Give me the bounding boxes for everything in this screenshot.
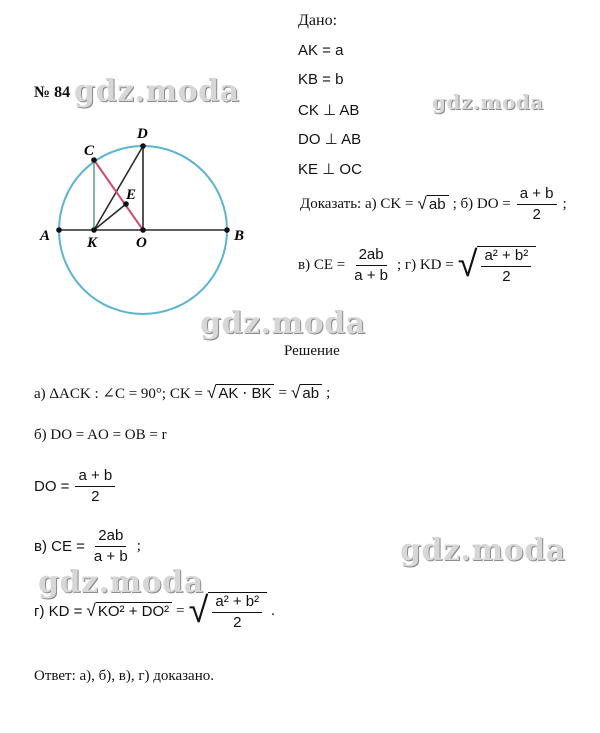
point-k — [91, 227, 97, 233]
watermark: gdz.moda — [400, 533, 566, 568]
problem-number: № 84 — [34, 84, 71, 101]
solution-c-label: в) CE = — [34, 537, 85, 555]
sqrt-expression: √ $\frac{\text{a² + b²}}{2}$ — [189, 592, 268, 631]
watermark: gdz.moda — [432, 90, 544, 114]
fraction: $\frac{2ab}{a + b}$ — [354, 246, 388, 284]
sqrt-expression: √ ab — [291, 384, 322, 403]
equals: = — [278, 385, 287, 401]
punctuation: . — [271, 602, 275, 619]
segment-ke — [94, 204, 126, 230]
solution-a — [34, 384, 330, 403]
punctuation: ; — [136, 537, 141, 554]
sqrt-expression: √ KO² + DO² — [86, 602, 172, 621]
watermark: gdz.moda — [38, 565, 204, 600]
given-line: AK = a — [298, 42, 344, 59]
label-c: C — [84, 143, 95, 159]
given-line: DO ⊥ AB — [298, 131, 362, 148]
prove-label: Доказать: а) CK = — [300, 195, 414, 212]
fraction: $\frac{2ab}{a + b}$ — [93, 527, 128, 565]
label-e: E — [126, 187, 137, 203]
given-title: Дано: — [298, 12, 338, 29]
prove-c-label: в) CE = — [298, 256, 346, 273]
label-d: D — [137, 126, 148, 142]
sqrt-expression: √ $\frac{\text{a² + b²}}{2}$ — [458, 246, 537, 285]
solution-c — [34, 528, 141, 565]
point-b — [224, 227, 230, 233]
solution-title: Решение — [284, 343, 340, 359]
given-line: KB = b — [298, 71, 344, 88]
fraction: $\frac{a + b}{2}$ — [517, 186, 557, 223]
given-line: KE ⊥ OC — [298, 161, 362, 178]
label-o: O — [136, 235, 147, 251]
solution-b: б) DO = AO = OB = r — [34, 427, 167, 443]
prove-d-label: ; г) KD = — [397, 256, 454, 273]
watermark: gdz.moda — [74, 74, 240, 109]
answer: Ответ: а), б), в), г) доказано. — [34, 668, 214, 684]
label-a: A — [40, 228, 51, 244]
point-o — [140, 227, 146, 233]
point-d — [140, 143, 146, 149]
point-a — [56, 227, 62, 233]
geometry-figure — [30, 118, 260, 318]
prove-line-1 — [300, 186, 567, 223]
sqrt-expression: √ ab — [417, 195, 448, 214]
prove-line-2 — [298, 243, 536, 285]
label-b: B — [234, 228, 245, 244]
punctuation: ; — [562, 195, 567, 212]
solution-a-text: а) ΔACK : ∠C = 90°; CK = — [34, 386, 203, 402]
equals: = — [176, 602, 185, 619]
given-line: CK ⊥ AB — [298, 102, 360, 119]
fraction: $\frac{a + b}{2}$ — [75, 468, 115, 505]
label-k: K — [87, 235, 98, 251]
punctuation: ; — [326, 385, 331, 401]
solution-d — [34, 589, 275, 631]
watermark: gdz.moda — [200, 306, 366, 341]
prove-b-label: ; б) DO = — [452, 195, 511, 212]
sqrt-expression: √ AK ⋅ BK — [207, 384, 275, 403]
solution-d-label: г) KD = — [34, 602, 83, 620]
solution-b2 — [34, 468, 117, 505]
solution-b2-label: DO = — [34, 477, 70, 495]
